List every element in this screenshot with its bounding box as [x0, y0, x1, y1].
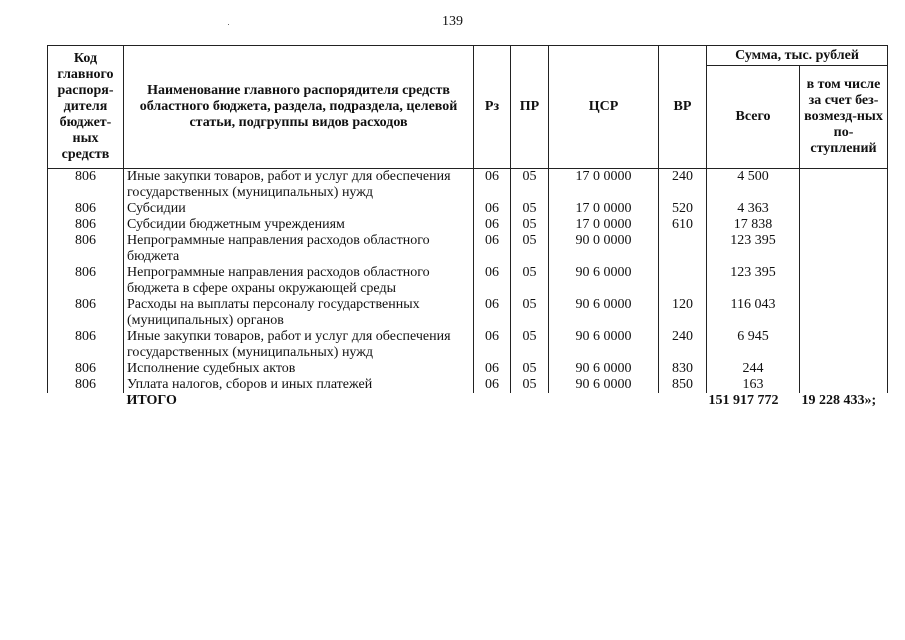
cell-name: Расходы на выплаты персоналу государственных (муниципальных) органов [124, 297, 474, 329]
cell-rz: 06 [474, 329, 511, 361]
table-body [48, 169, 888, 410]
total-free: 19 228 433»; [801, 393, 877, 408]
cell-free [800, 217, 888, 233]
cell-code: 806 [48, 361, 124, 377]
table-row [48, 377, 888, 393]
total-sum: 151 917 772 [708, 393, 779, 408]
cell-free [800, 169, 888, 202]
cell-vr: 240 [659, 329, 707, 361]
cell-vr: 240 [659, 169, 707, 202]
cell-pr: 05 [511, 297, 549, 329]
cell-pr: 05 [511, 361, 549, 377]
cell-csr: 90 0 0000 [549, 233, 659, 265]
cell-total: 123 395 [707, 265, 800, 297]
header-free: в том числе за счет без-возмезд-ных по-ступлений [800, 66, 888, 169]
cell-vr: 120 [659, 297, 707, 329]
cell-code: 806 [48, 217, 124, 233]
table-row [48, 297, 888, 329]
cell-total: 4 500 [707, 169, 800, 202]
page-number: 139 [442, 14, 463, 29]
cell-vr: 610 [659, 217, 707, 233]
cell-csr: 90 6 0000 [549, 297, 659, 329]
cell-total: 4 363 [707, 201, 800, 217]
cell-rz: 06 [474, 233, 511, 265]
cell-name: Иные закупки товаров, работ и услуг для обеспечения государственных (муниципальных) нужд [124, 329, 474, 361]
cell-total: 163 [707, 377, 800, 393]
cell-total: 116 043 [707, 297, 800, 329]
header-total: Всего [707, 66, 800, 169]
cell-total: 123 395 [707, 233, 800, 265]
header-vr: ВР [659, 46, 707, 169]
table-row [48, 217, 888, 233]
total-empty-pr [511, 393, 549, 409]
cell-free [800, 329, 888, 361]
total-row [48, 393, 888, 409]
cell-rz: 06 [474, 217, 511, 233]
cell-name: Иные закупки товаров, работ и услуг для обеспечения государственных (муниципальных) нужд [124, 169, 474, 202]
cell-rz: 06 [474, 201, 511, 217]
cell-pr: 05 [511, 233, 549, 265]
cell-total: 244 [707, 361, 800, 377]
total-empty-code [48, 393, 124, 409]
cell-vr: 520 [659, 201, 707, 217]
cell-free [800, 201, 888, 217]
cell-pr: 05 [511, 377, 549, 393]
header-csr: ЦСР [549, 46, 659, 169]
cell-pr: 05 [511, 265, 549, 297]
cell-code: 806 [48, 297, 124, 329]
table-header [48, 46, 888, 169]
cell-code: 806 [48, 201, 124, 217]
cell-vr [659, 265, 707, 297]
table-row [48, 361, 888, 377]
table-row [48, 265, 888, 297]
cell-vr: 850 [659, 377, 707, 393]
cell-csr: 17 0 0000 [549, 217, 659, 233]
cell-code: 806 [48, 169, 124, 202]
cell-code: 806 [48, 233, 124, 265]
cell-free [800, 233, 888, 265]
cell-rz: 06 [474, 297, 511, 329]
cell-total: 17 838 [707, 217, 800, 233]
cell-name: Субсидии [124, 201, 474, 217]
cell-csr: 90 6 0000 [549, 329, 659, 361]
cell-name: Субсидии бюджетным учреждениям [124, 217, 474, 233]
cell-free [800, 361, 888, 377]
total-empty-vr [659, 393, 707, 409]
header-code: Код главного распоря-дителя бюджет-ных средств [48, 46, 124, 169]
scan-speck [228, 24, 229, 25]
cell-pr: 05 [511, 217, 549, 233]
cell-total: 6 945 [707, 329, 800, 361]
cell-pr: 05 [511, 169, 549, 202]
cell-rz: 06 [474, 265, 511, 297]
cell-name: Непрограммные направления расходов областного бюджета [124, 233, 474, 265]
cell-code: 806 [48, 329, 124, 361]
table-row [48, 233, 888, 265]
cell-csr: 90 6 0000 [549, 377, 659, 393]
total-label: ИТОГО [126, 393, 177, 408]
header-pr: ПР [511, 46, 549, 169]
cell-pr: 05 [511, 329, 549, 361]
table-row [48, 169, 888, 202]
cell-rz: 06 [474, 377, 511, 393]
cell-free [800, 297, 888, 329]
cell-rz: 06 [474, 361, 511, 377]
cell-csr: 17 0 0000 [549, 201, 659, 217]
budget-table [47, 45, 888, 409]
header-sum-title: Сумма, тыс. рублей [707, 46, 888, 66]
cell-csr: 17 0 0000 [549, 169, 659, 202]
cell-csr: 90 6 0000 [549, 265, 659, 297]
cell-vr [659, 233, 707, 265]
cell-free [800, 265, 888, 297]
header-name: Наименование главного распорядителя средств областного бюджета, раздела, подраздела, целевой статьи, подгруппы видов расходов [124, 46, 474, 169]
header-rz: Рз [474, 46, 511, 169]
cell-name: Уплата налогов, сборов и иных платежей [124, 377, 474, 393]
total-empty-rz [474, 393, 511, 409]
cell-name: Непрограммные направления расходов областного бюджета в сфере охраны окружающей среды [124, 265, 474, 297]
cell-rz: 06 [474, 169, 511, 202]
cell-pr: 05 [511, 201, 549, 217]
table-row [48, 329, 888, 361]
cell-code: 806 [48, 377, 124, 393]
cell-code: 806 [48, 265, 124, 297]
cell-csr: 90 6 0000 [549, 361, 659, 377]
total-empty-csr [549, 393, 659, 409]
cell-vr: 830 [659, 361, 707, 377]
table-row [48, 201, 888, 217]
cell-free [800, 377, 888, 393]
cell-name: Исполнение судебных актов [124, 361, 474, 377]
